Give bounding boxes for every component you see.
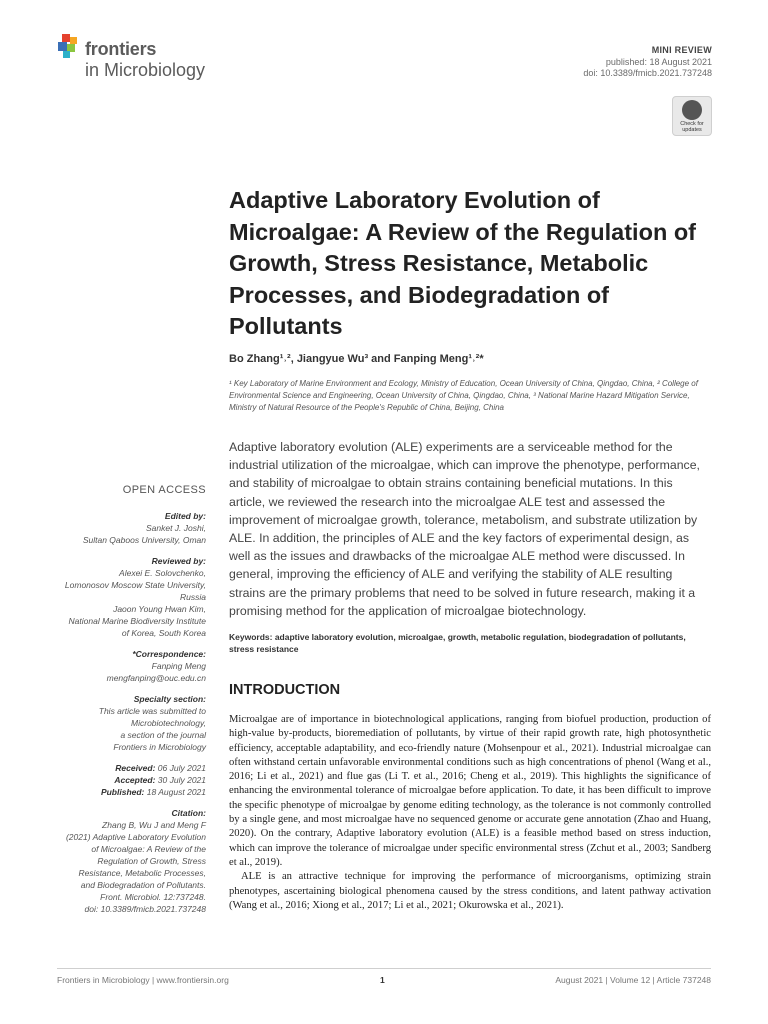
keywords: Keywords: adaptive laboratory evolution, microalgae, growth, metabolic regulation, biodegradation of pollutants, stress resistance	[229, 632, 686, 654]
footer-divider	[57, 968, 711, 969]
edited-by-label: Edited by:	[164, 511, 206, 521]
journal-name: in Microbiology	[85, 60, 206, 80]
article-type: MINI REVIEW	[651, 45, 712, 55]
open-access-label: OPEN ACCESS	[122, 484, 206, 496]
updates-icon	[682, 100, 702, 120]
paragraph: ALE is an attractive technique for improving the performance of microorganisms, optimizing strain phenotypes, ascertaining biological phenomena caused by the stress conditions, and latent pathway activation (Wang et al., 2016; Xiong et al., 2017; Li et al., 2021; Okurowska et al., 2021).	[229, 871, 711, 911]
correspondence-label: *Correspondence:	[132, 649, 206, 659]
specialty-label: Specialty section:	[133, 694, 206, 704]
footer-journal-link[interactable]: Frontiers in Microbiology | www.frontiersin.org	[57, 975, 229, 985]
footer-issue-info: August 2021 | Volume 12 | Article 737248	[555, 975, 711, 985]
article-title: Adaptive Laboratory Evolution of Microalgae: A Review of the Regulation of Growth, Stress Resistance, Metabolic Processes, and Biodegradation of Pollutants	[229, 187, 697, 340]
reviewed-by-label: Reviewed by:	[151, 556, 206, 566]
paragraph: Microalgae are of importance in biotechnological applications, ranging from biofuel production, production of high-value by-products, bioremediation of pollutants, by virtue of their rapid growth rate, high photosynthetic efficiency, acceptable adaptability, and eco-friendly nature (Mohsenpour et al., 2021). Industrial microalgae can often withstand certain unfavorable environmental conditions such as high concentrations of phenol (Wang et al., 2016; Li et al., 2021) and flue gas (Li T. et al., 2016; Cheng et al., 2019). This highlights the significance of enhancing the environmental tolerance of microalgae before application. To date, it has been difficult to improve the specific phenotype of microalgae by genome editing technology, as the tolerance is not commonly controlled by a single gene, and most microalgae have no sequenced genome or accurate gene annotation (Zhao and Huang, 2020). On the contrary, Adaptive laboratory evolution (ALE) is a feasible method based on stress induction, which can improve the tolerance of microalgae under specific environmental stress (Zchut et al., 2003; Sandberg et al., 2019).	[229, 714, 711, 868]
page-number: 1	[380, 975, 385, 985]
frontiers-logo-icon	[58, 34, 82, 60]
citation-text: Zhang B, Wu J and Meng F (2021) Adaptive Laboratory Evolution of Microalgae: A Review of the Regulation of Growth, Stress Resistance, Metabolic Processes, and Biodegradation of Pollutants. Front. Microbiol. 12:737248. doi: 10.3389/fmicb.2021.737248	[65, 820, 206, 914]
check-for-updates-badge[interactable]: Check for updates	[672, 96, 712, 136]
reviewer-name[interactable]: Alexei E. Solovchenko,	[119, 568, 206, 578]
abstract: Adaptive laboratory evolution (ALE) experiments are a serviceable method for the industrial utilization of the microalgae, which can improve the phenotype, performance, and stability of microalgae to obtain strains containing beneficial mutations. In this article, we reviewed the research into the microalgae ALE test and assessed the improvement of microalgae growth, tolerance, metabolism, and substrate utilization by ALE. In addition, the principles of ALE and the key factors of experimental design, as well as the issues and drawbacks of the microalgae ALE method were discussed. In general, improving the efficiency of ALE and verifying the stability of ALE resulting strains are the primary problems that need to be solved in future research, making it a promising method for the application of microalgae biotechnology.	[229, 440, 700, 618]
body-text	[229, 713, 711, 913]
doi-link[interactable]: doi: 10.3389/fmicb.2021.737248	[583, 68, 712, 78]
citation-label: Citation:	[171, 808, 206, 818]
affiliations: ¹ Key Laboratory of Marine Environment and Ecology, Ministry of Education, Ocean University of China, Qingdao, China, ² College of Environmental Science and Engineering, Ocean University of China, Qingdao, China, ³ National Marine Hazard Mitigation Service, Ministry of Natural Resource of the People's Republic of China, Beijing, China	[229, 379, 698, 412]
article-meta	[583, 45, 712, 80]
editor-name[interactable]: Sanket J. Joshi,	[145, 523, 206, 533]
journal-brand: frontiers	[85, 39, 157, 59]
article-dates: Received: 06 July 2021 Accepted: 30 July 2021 Published: 18 August 2021	[100, 763, 206, 797]
corresponding-email[interactable]: mengfanping@ouc.edu.cn	[106, 673, 206, 683]
published-date: published: 18 August 2021	[605, 56, 712, 67]
reviewer-name[interactable]: Jaoon Young Hwan Kim,	[113, 604, 206, 614]
author-list[interactable]: Bo Zhang¹˒², Jiangyue Wu³ and Fanping Meng¹˒²*	[229, 353, 484, 365]
article-sidebar: OPEN ACCESS Edited by: Sanket J. Joshi, Sultan Qaboos University, Oman Reviewed by: Alexei E. Solovchenko, Lomonosov Moscow State University, Russia Jaoon Young Hwan Kim, National Marine Biodiversity Institute of Korea, South Korea *Correspondence: Fanping Meng mengfanping@ouc.edu.cn Specialty section: This article was submitted to Microbiotechnology, a section of the journal Frontiers in Microbiology Received: 06 July 2021 Accepted: 30 July 2021 Published: 18 August 2021 Citation: Zhang B, Wu J and Meng F (2021) Adaptive Laboratory Evolution of Microalgae: A Review of the Regulation of Growth, Stress Resistance, Metabolic Processes, and Biodegradation of Pollutants. Front. Microbiol. 12:737248. doi: 10.3389/fmicb.2021.737248	[26, 484, 206, 915]
section-heading: INTRODUCTION	[229, 682, 341, 698]
